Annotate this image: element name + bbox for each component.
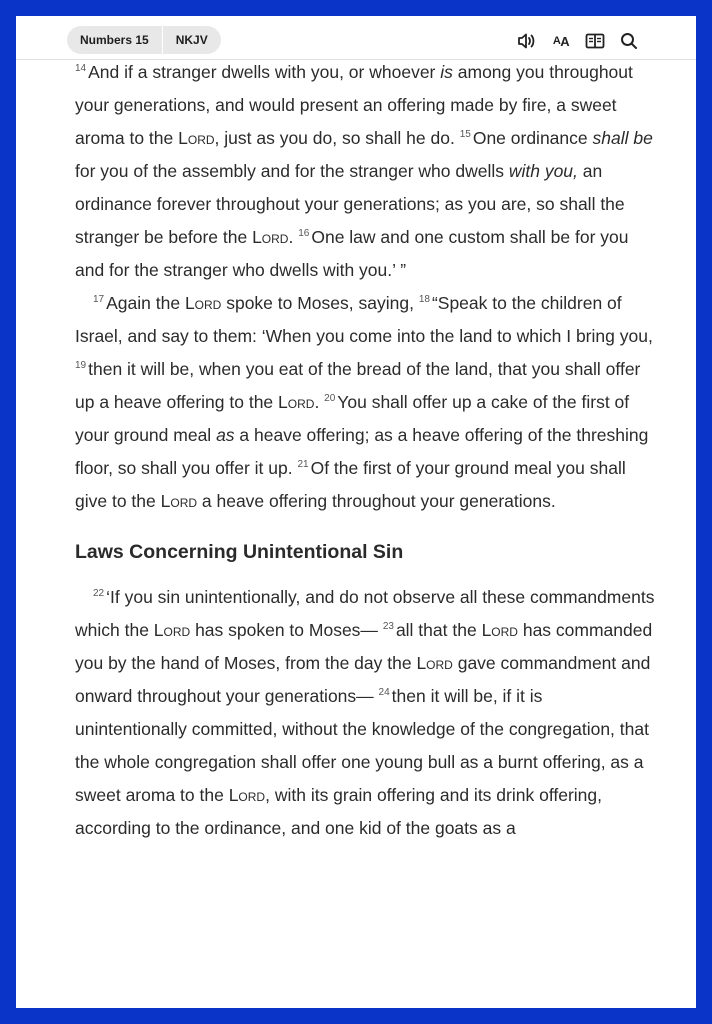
speaker-icon[interactable] [516, 30, 538, 52]
reader-toolbar [16, 16, 696, 60]
paragraph: $^{17}$ Again the Lord spoke to Moses, saying, $^{18}$ “Speak to the children of Israel, and say to them: ‘When you come into the land to which I bring you, $^{19}$ then it will be, when you eat of the bread of the land, that you shall offer up a heave offering to the Lord. $^{20}$ You shall offer up a cake of the first of your ground meal as a heave offering; as a heave offering of the threshing floor, so shall you offer it up. $^{21}$ Of the first of your ground meal you shall give to the Lord a heave offering throughout your generations. [75, 293, 653, 511]
verse-number[interactable]: 21 [297, 459, 309, 470]
search-icon[interactable] [618, 30, 640, 52]
passage-selector [67, 26, 221, 54]
book-chapter-button[interactable]: Numbers 15 [67, 26, 162, 54]
parallel-icon[interactable] [584, 30, 606, 52]
verse-number[interactable]: 20 [324, 393, 336, 404]
verse-number[interactable]: 18 [418, 294, 430, 305]
reader-page [16, 16, 696, 1008]
toolbar-actions [516, 30, 640, 52]
section-heading: Laws Concerning Unintentional Sin [75, 541, 404, 563]
verse-number[interactable]: 15 [459, 129, 471, 140]
verse-number[interactable]: 17 [93, 294, 105, 305]
verse-number[interactable]: 19 [75, 360, 87, 371]
translation-button[interactable]: NKJV [163, 26, 221, 54]
font-size-icon[interactable]: A A [552, 33, 570, 49]
paragraph: $^{22}$ ‘If you sin unintentionally, and do not observe all these commandments which the Lord has spoken to Moses— $^{23}$ all that the Lord has commanded you by the hand of Moses, from the day the Lord gave commandment and onward throughout your generations— $^{24}$ then it will be, if it is unintentionally committed, without the knowledge of the congregation, that the whole congregation shall offer one young bull as a burnt offering, as a sweet aroma to the Lord, with its grain offering and its drink offering, according to the ordinance, and one kid of the goats as a [75, 587, 655, 838]
verse-number[interactable]: 24 [378, 687, 390, 698]
verse-number[interactable]: 22 [93, 588, 105, 599]
scripture-text [75, 56, 655, 845]
paragraph: $^{14}$ And if a stranger dwells with you, or whoever is among you throughout your generations, and would present an offering made by fire, a sweet aroma to the Lord, just as you do, so shall he do. $^{15}$ One ordinance shall be for you of the assembly and for the stranger who dwells with you, an ordinance forever throughout your generations; as you are, so shall the stranger be before the Lord. $^{16}$ One law and one custom shall be for you and for the stranger who dwells with you.’ ” [75, 62, 653, 280]
verse-number[interactable]: 16 [298, 228, 310, 239]
verse-number[interactable]: 14 [75, 63, 87, 74]
verse-number[interactable]: 23 [382, 621, 394, 632]
